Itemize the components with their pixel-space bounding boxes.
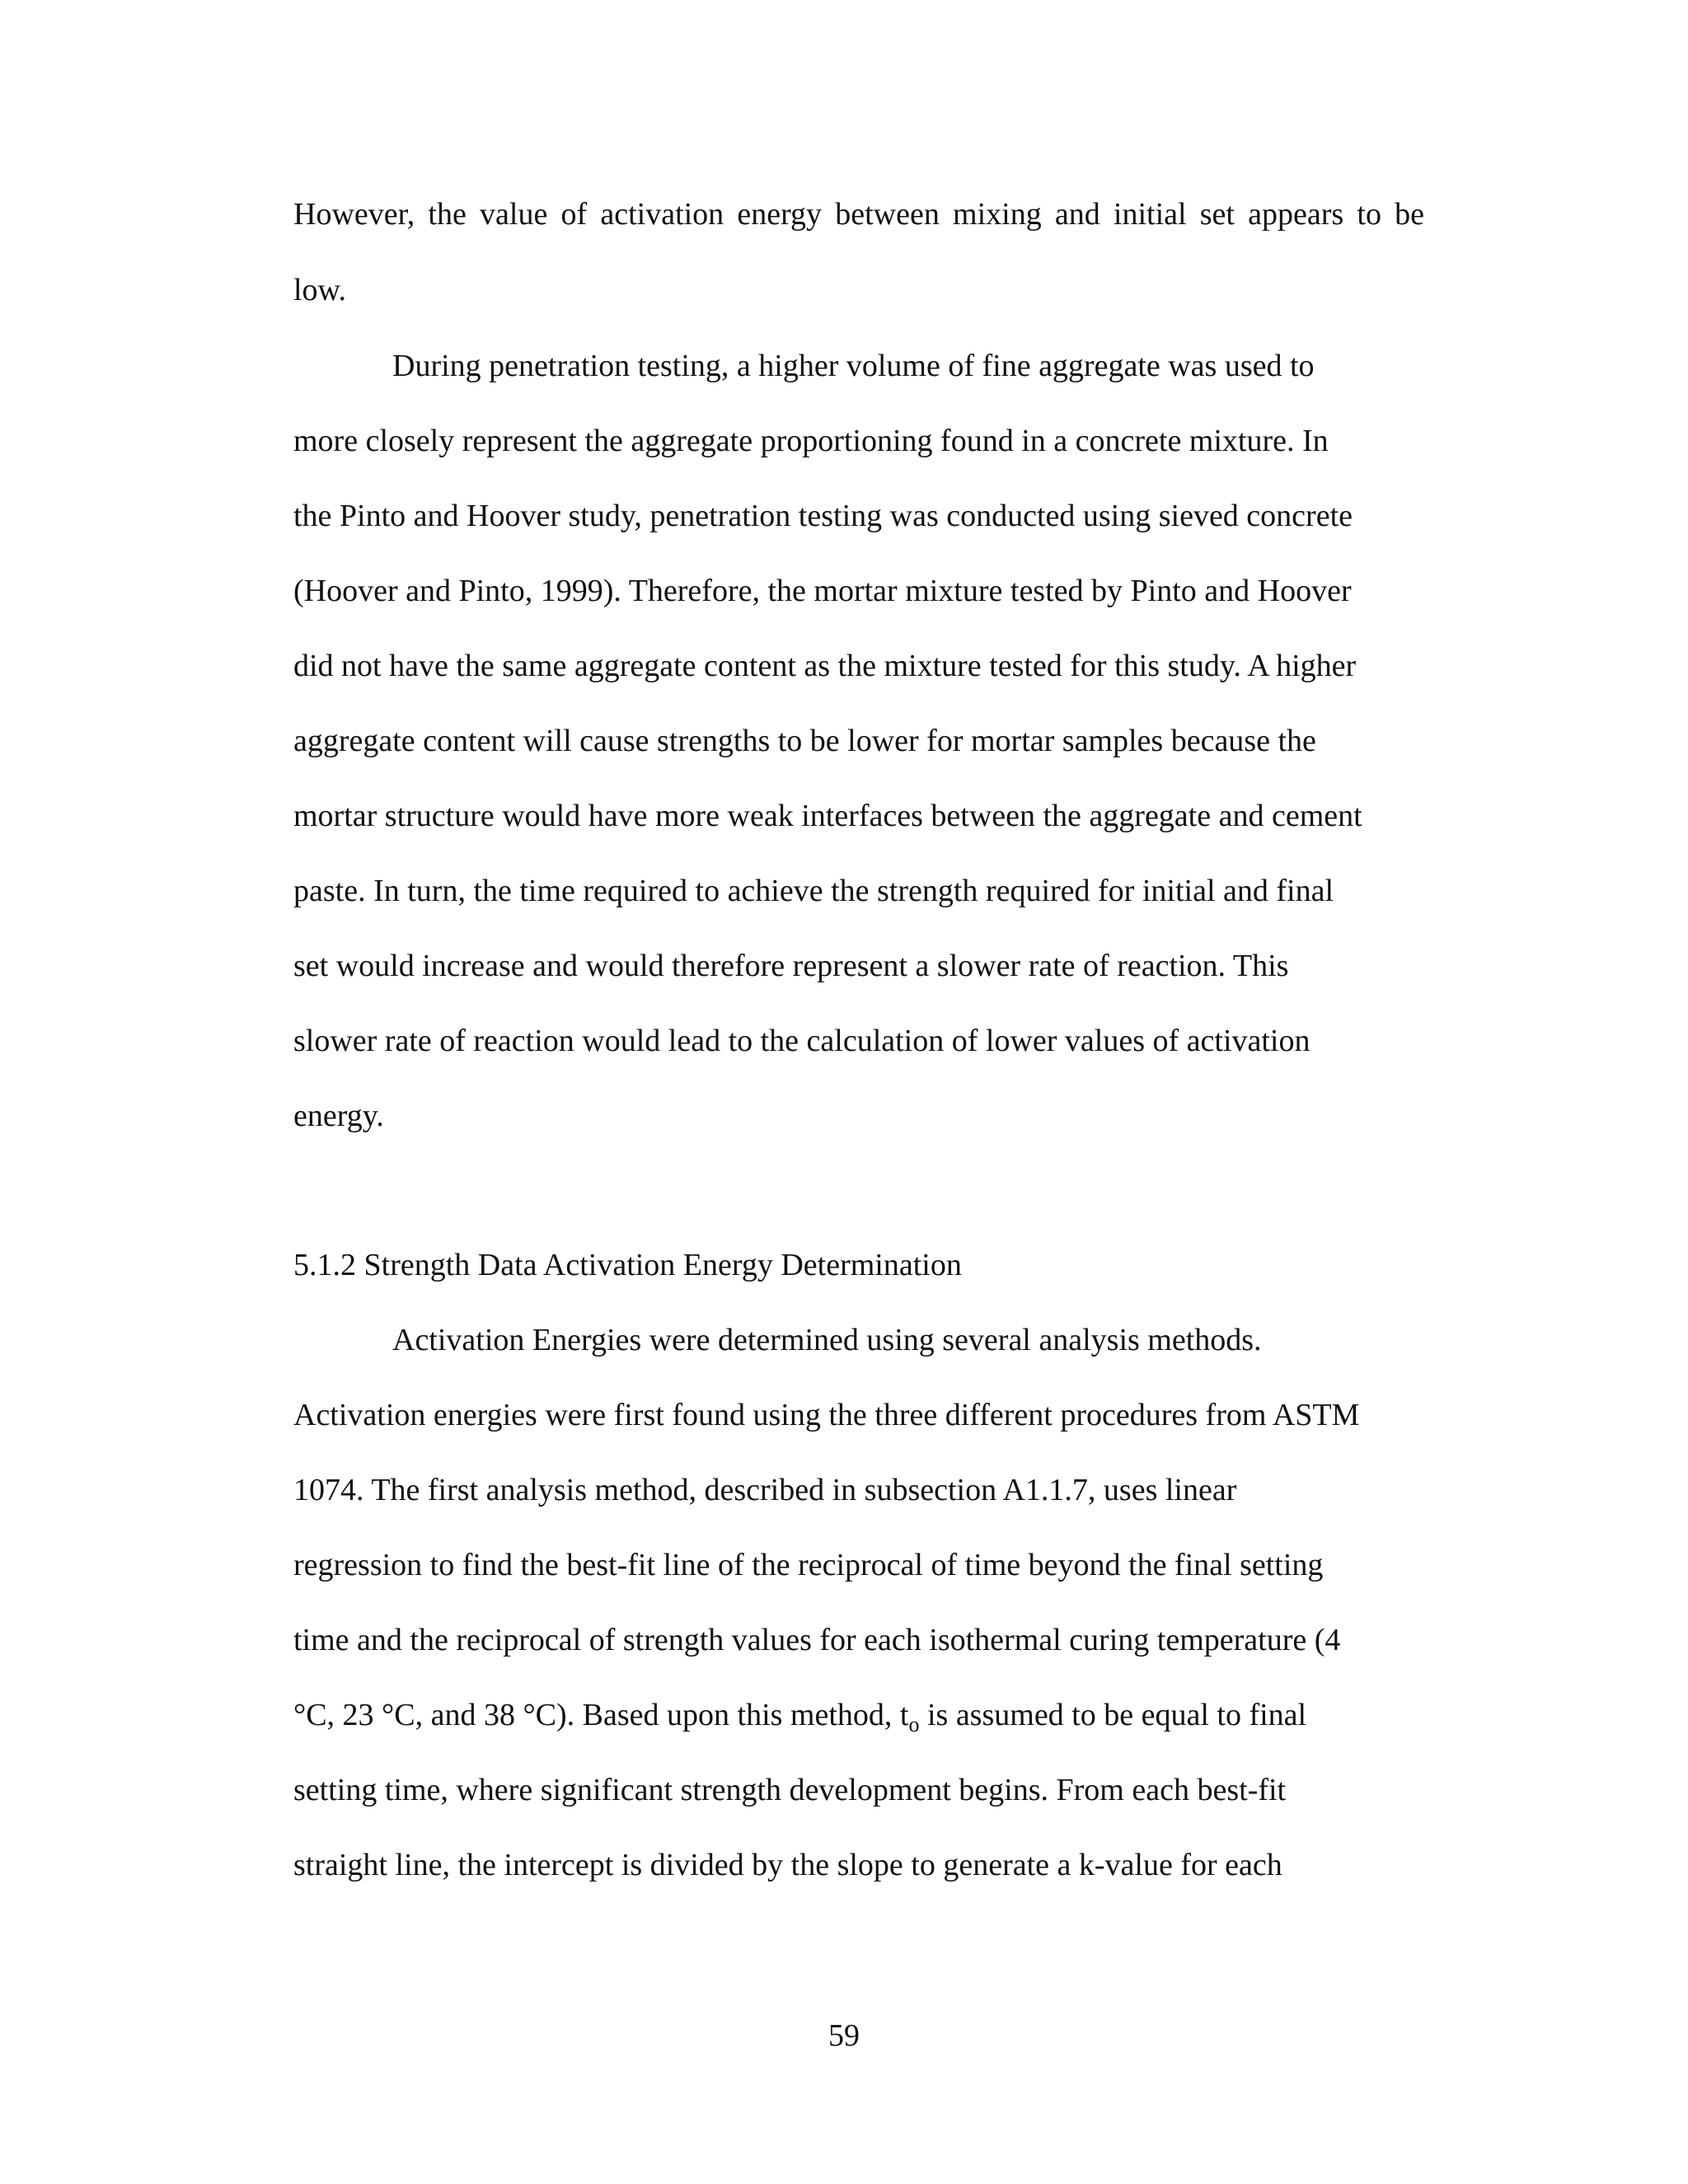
paragraph-1-line-2: low. [293,273,347,307]
paragraph-2-line-6: aggregate content will cause strengths to be lower for mortar samples because the [293,724,1316,758]
paragraph-3-line-2: Activation energies were first found using the three different procedures from ASTM [293,1398,1360,1432]
paragraph-3-line-8: straight line, the intercept is divided by the slope to generate a k-value for each [293,1848,1282,1882]
paragraph-2-line-3: the Pinto and Hoover study, penetration testing was conducted using sieved concrete [293,499,1353,533]
paragraph-3-line-4: regression to find the best-fit line of the reciprocal of time beyond the final setting [293,1548,1324,1582]
paragraph-2-line-9: set would increase and would therefore represent a slower rate of reaction. This [293,949,1289,983]
paragraph-3-line-6-before: °C, 23 °C, and 38 °C). Based upon this method, t [293,1698,909,1732]
paragraph-3-line-5: time and the reciprocal of strength values for each isothermal curing temperature (4 [293,1623,1341,1657]
paragraph-2-line-4: (Hoover and Pinto, 1999). Therefore, the mortar mixture tested by Pinto and Hoover [293,574,1352,608]
paragraph-2-line-1: During penetration testing, a higher volume of fine aggregate was used to [392,349,1315,383]
section-heading: 5.1.2 Strength Data Activation Energy Determination [293,1248,962,1282]
paragraph-3-line-6 [293,1697,1306,1743]
paragraph-2-line-5: did not have the same aggregate content as the mixture tested for this study. A higher [293,649,1357,683]
paragraph-2-line-8: paste. In turn, the time required to achieve the strength required for initial and final [293,874,1334,908]
paragraph-3-line-1: Activation Energies were determined using several analysis methods. [392,1323,1262,1357]
paragraph-2-line-11: energy. [293,1099,384,1133]
paragraph-2-line-10: slower rate of reaction would lead to the calculation of lower values of activation [293,1024,1311,1058]
paragraph-3-line-7: setting time, where significant strength development begins. From each best-fit [293,1773,1287,1807]
paragraph-3-line-3: 1074. The first analysis method, described in subsection A1.1.7, uses linear [293,1473,1237,1507]
subscript-o: o [908,1713,920,1736]
paragraph-2-line-7: mortar structure would have more weak interfaces between the aggregate and cement [293,799,1362,833]
paragraph-3-line-6-after: is assumed to be equal to final [919,1698,1307,1732]
page-number: 59 [828,2018,860,2053]
paragraph-2-line-2: more closely represent the aggregate proportioning found in a concrete mixture. In [293,424,1329,458]
paragraph-1-line-1: However, the value of activation energy between mixing and initial set appears to be [293,197,1424,232]
